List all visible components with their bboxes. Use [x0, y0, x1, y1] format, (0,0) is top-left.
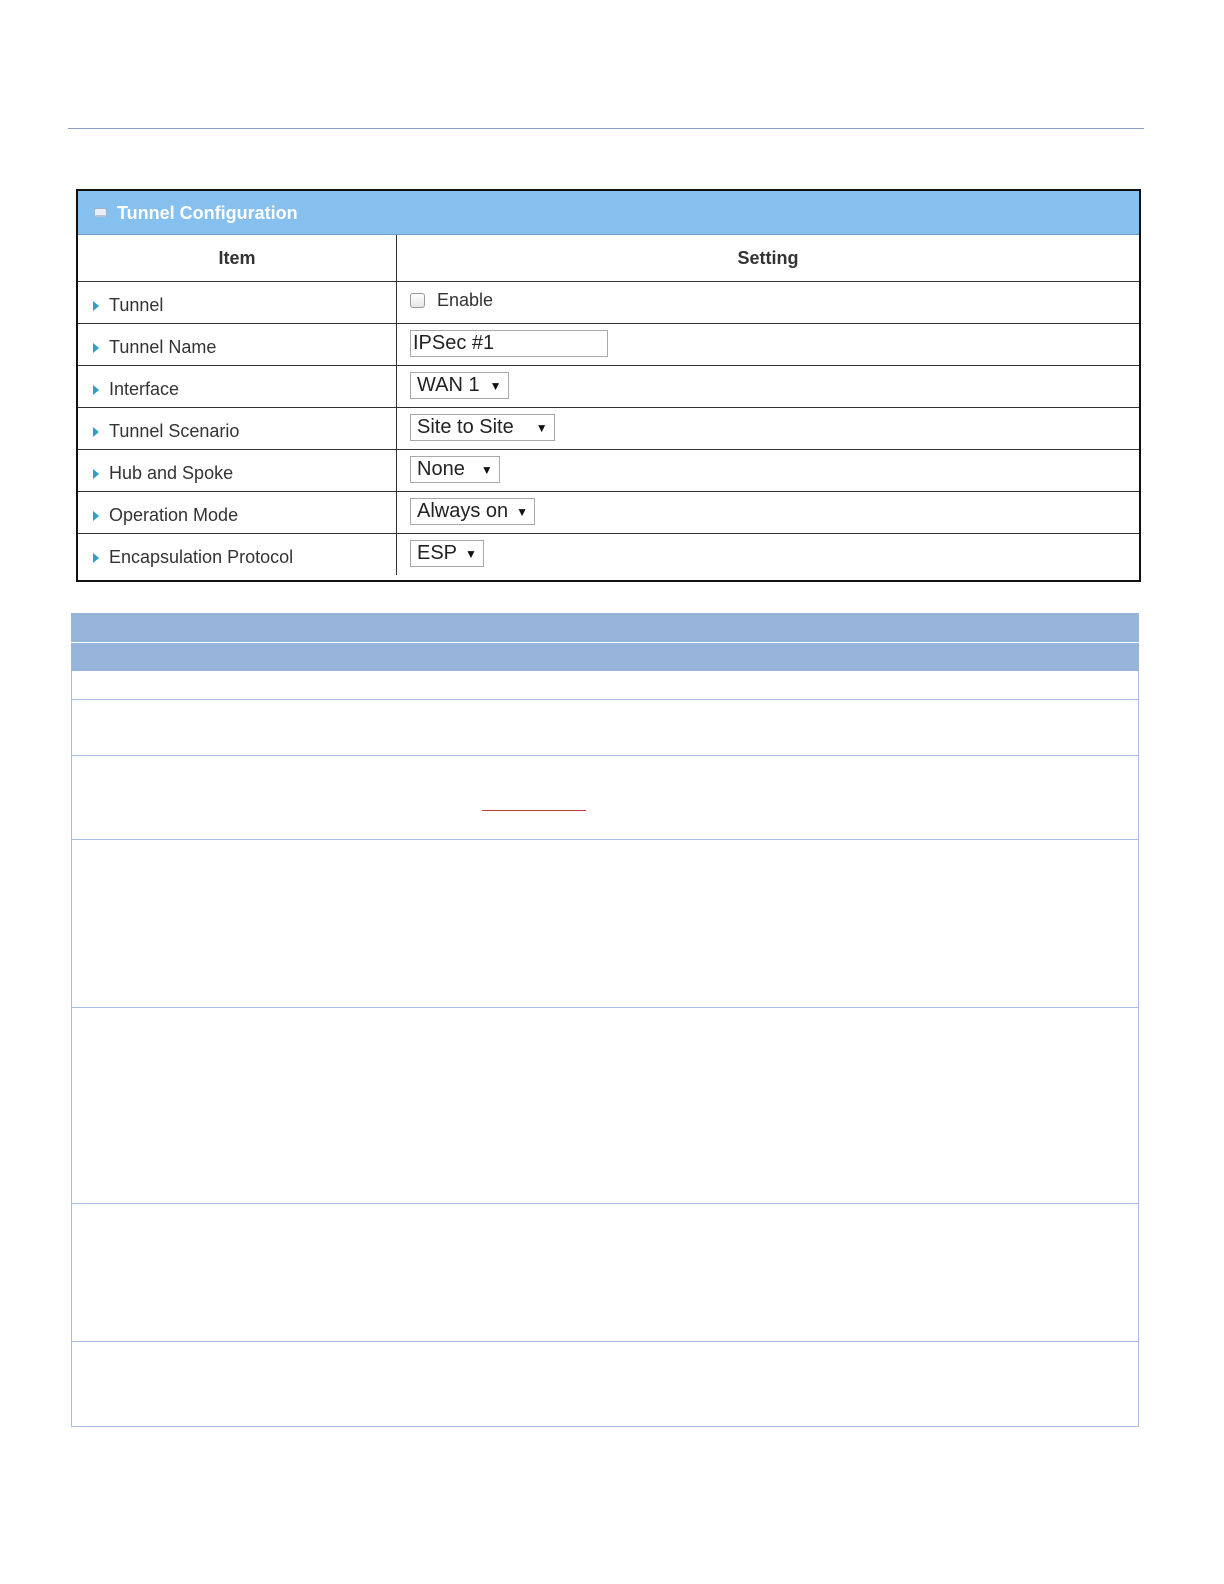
table-header-row: [78, 235, 1139, 282]
operation-mode-select[interactable]: [410, 498, 535, 525]
tunnel-scenario-label: Tunnel Scenario: [109, 421, 240, 441]
dropdown-arrow-icon: ▼: [489, 378, 502, 393]
panel-title-bar: [78, 191, 1139, 235]
row-bullet-icon: [93, 385, 99, 395]
table-row-interface: [78, 366, 1139, 408]
encapsulation-protocol-label: Encapsulation Protocol: [109, 547, 294, 567]
tunnel-configuration-panel: [76, 189, 1141, 582]
table-row-encapsulation-protocol: [78, 534, 1139, 576]
description-row-divider: [72, 755, 1138, 756]
operation-mode-label: Operation Mode: [109, 505, 239, 525]
description-body: [71, 671, 1139, 1427]
table-row-tunnel: [78, 282, 1139, 324]
encapsulation-protocol-select-value: ESP: [417, 542, 458, 564]
row-bullet-icon: [93, 301, 99, 311]
row-bullet-icon: [93, 343, 99, 353]
table-row-tunnel-scenario: [78, 408, 1139, 450]
row-bullet-icon: [93, 469, 99, 479]
encapsulation-protocol-select[interactable]: [410, 540, 484, 567]
dropdown-arrow-icon: ▼: [480, 462, 493, 477]
description-subheader-band: [71, 643, 1139, 671]
table-row-hub-and-spoke: [78, 450, 1139, 492]
tunnel-label: Tunnel: [109, 295, 164, 315]
row-bullet-icon: [93, 511, 99, 521]
description-row-divider: [72, 1007, 1138, 1008]
dropdown-arrow-icon: ▼: [465, 546, 477, 561]
tunnel-scenario-select-value: Site to Site: [417, 416, 514, 438]
hub-and-spoke-select-value: None: [417, 458, 465, 480]
table-row-operation-mode: [78, 492, 1139, 534]
dropdown-arrow-icon: ▼: [516, 504, 529, 519]
hub-and-spoke-select[interactable]: [410, 456, 500, 483]
tunnel-name-input[interactable]: [410, 330, 608, 357]
panel-title: Tunnel Configuration: [117, 202, 298, 223]
table-row-tunnel-name: [78, 324, 1139, 366]
description-row-divider: [72, 839, 1138, 840]
description-row-divider: [72, 699, 1138, 700]
row-bullet-icon: [93, 427, 99, 437]
interface-select[interactable]: [410, 372, 509, 399]
panel-bullet-icon: [94, 208, 107, 218]
hub-and-spoke-label: Hub and Spoke: [109, 463, 234, 483]
description-table: [71, 613, 1139, 1427]
tunnel-enable-checkbox[interactable]: [410, 293, 425, 308]
tunnel-scenario-select[interactable]: [410, 414, 555, 441]
interface-select-value: WAN 1: [417, 374, 480, 396]
tunnel-enable-label[interactable]: Enable: [437, 290, 494, 310]
dropdown-arrow-icon: ▼: [535, 420, 548, 435]
tunnel-name-label: Tunnel Name: [109, 337, 217, 357]
description-row-divider: [72, 1203, 1138, 1204]
operation-mode-select-value: Always on: [417, 500, 509, 522]
description-header-band: [71, 613, 1139, 642]
column-header-setting: Setting: [397, 235, 1140, 282]
interface-label: Interface: [109, 379, 180, 399]
row-bullet-icon: [93, 553, 99, 563]
link-underline: [482, 810, 586, 811]
column-header-item: Item: [78, 235, 397, 282]
description-row-divider: [72, 1341, 1138, 1342]
header-rule: [68, 128, 1144, 129]
settings-table: [78, 235, 1139, 575]
